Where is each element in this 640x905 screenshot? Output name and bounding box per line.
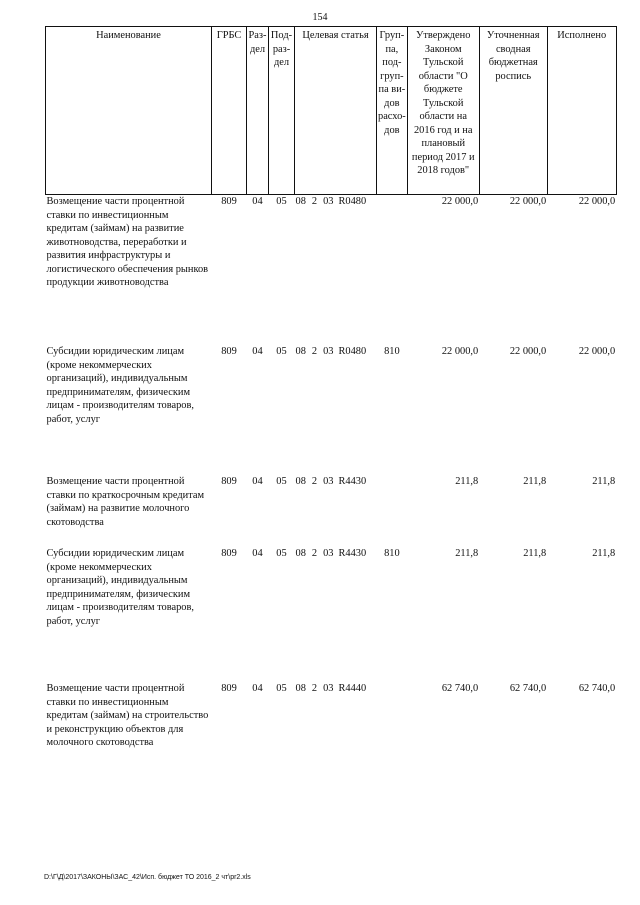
row-utverzhdeno: 62 740,0: [441, 683, 479, 694]
cs-part-1: 08: [295, 548, 306, 559]
cs-part-4: R0480: [338, 196, 367, 207]
row-name: Возмещение части процентной ставки по краткосрочным кредитам (займам) на развитие молочного скотоводства: [46, 476, 205, 528]
cs-part-2: 2: [311, 196, 318, 207]
header-grbs: ГРБС: [212, 27, 247, 195]
row-gruppa: 810: [384, 346, 400, 357]
row-gruppa: [377, 475, 408, 547]
row-celevaya: [295, 547, 377, 682]
row-name: Возмещение части процентной ставки по инвестиционным кредитам (займам) на строительство и реконструкцию объектов для молочного скотоводства: [46, 683, 209, 749]
row-utverzhdeno: 211,8: [455, 476, 479, 487]
row-podrazdel: 05: [276, 476, 287, 487]
row-utochnennaya: 22 000,0: [509, 196, 547, 207]
row-grbs: 809: [221, 346, 237, 357]
cs-part-2: 2: [311, 476, 318, 487]
row-utochnennaya: 62 740,0: [509, 683, 547, 694]
cs-part-1: 08: [295, 683, 306, 694]
table-row: [46, 475, 617, 547]
row-ispolneno: 22 000,0: [578, 196, 616, 207]
row-utochnennaya: 211,8: [523, 548, 547, 559]
row-razdel: 04: [252, 476, 263, 487]
cs-part-3: 03: [323, 548, 334, 559]
row-razdel: 04: [252, 196, 263, 207]
cs-part-2: 2: [311, 548, 318, 559]
cs-part-4: R0480: [338, 346, 367, 357]
footer-file-path: D:\Г\Д\2017\ЗАКОНЫ\ЗАС_42\Исп. бюджет ТО 2016_2 чт\pr2.xls: [44, 874, 251, 881]
cs-part-2: 2: [311, 683, 318, 694]
row-podrazdel: 05: [276, 346, 287, 357]
row-celevaya: [295, 345, 377, 475]
row-utverzhdeno: 22 000,0: [441, 346, 479, 357]
row-ispolneno: 211,8: [592, 548, 616, 559]
table-row: [46, 195, 617, 346]
page-number: 154: [312, 12, 328, 23]
header-name: Наименование: [46, 27, 212, 195]
row-celevaya: [295, 195, 377, 346]
cs-part-1: 08: [295, 476, 306, 487]
header-utverzhdeno: Утверждено Законом Тульской области "О бюджете Тульской области на 2016 год и на плановый период 2017 и 2018 годов": [407, 27, 479, 195]
row-utverzhdeno: 22 000,0: [441, 196, 479, 207]
row-podrazdel: 05: [276, 548, 287, 559]
header-razdel: Раз-дел: [247, 27, 269, 195]
row-grbs: 809: [221, 683, 237, 694]
row-ispolneno: 211,8: [592, 476, 616, 487]
row-gruppa: 810: [384, 548, 400, 559]
row-ispolneno: 62 740,0: [578, 683, 616, 694]
header-gruppa: Груп-па, под-груп-па ви-дов расхо-дов: [377, 27, 408, 195]
cs-part-4: R4430: [338, 548, 367, 559]
row-utochnennaya: 22 000,0: [509, 346, 547, 357]
table-row: [46, 682, 617, 782]
row-utochnennaya: 211,8: [523, 476, 547, 487]
row-razdel: 04: [252, 683, 263, 694]
header-utochnennaya: Уточненная сводная бюджетная роспись: [479, 27, 547, 195]
budget-table: [45, 26, 617, 782]
cs-part-4: R4440: [338, 683, 367, 694]
cs-part-3: 03: [323, 196, 334, 207]
header-ispolneno: Исполнено: [547, 27, 616, 195]
cs-part-1: 08: [295, 346, 306, 357]
row-razdel: 04: [252, 548, 263, 559]
row-grbs: 809: [221, 548, 237, 559]
cs-part-1: 08: [295, 196, 306, 207]
cs-part-2: 2: [311, 346, 318, 357]
row-celevaya: [295, 475, 377, 547]
header-podrazdel: Под-раз-дел: [269, 27, 295, 195]
row-podrazdel: 05: [276, 196, 287, 207]
cs-part-3: 03: [323, 476, 334, 487]
row-grbs: 809: [221, 476, 237, 487]
row-celevaya: [295, 682, 377, 782]
row-utverzhdeno: 211,8: [455, 548, 479, 559]
row-ispolneno: 22 000,0: [578, 346, 616, 357]
table-row: [46, 345, 617, 475]
row-grbs: 809: [221, 196, 237, 207]
table-header-row: [46, 27, 617, 195]
row-podrazdel: 05: [276, 683, 287, 694]
row-razdel: 04: [252, 346, 263, 357]
table-row: [46, 547, 617, 682]
row-gruppa: [377, 682, 408, 782]
row-name: Возмещение части процентной ставки по инвестиционным кредитам (займам) на развитие животноводства, переработки и развития инфраструктуры и логистического обеспечения рынков продукции животноводства: [46, 196, 209, 289]
cs-part-3: 03: [323, 346, 334, 357]
row-name: Субсидии юридическим лицам (кроме некоммерческих организаций), индивидуальным предпринимателям, физическим лицам - производителям товаров, работ, услуг: [46, 548, 195, 627]
header-celevaya: Целевая статья: [295, 27, 377, 195]
cs-part-3: 03: [323, 683, 334, 694]
cs-part-4: R4430: [338, 476, 367, 487]
row-name: Субсидии юридическим лицам (кроме некоммерческих организаций), индивидуальным предпринимателям, физическим лицам - производителям товаров, работ, услуг: [46, 346, 195, 425]
row-gruppa: [377, 195, 408, 346]
